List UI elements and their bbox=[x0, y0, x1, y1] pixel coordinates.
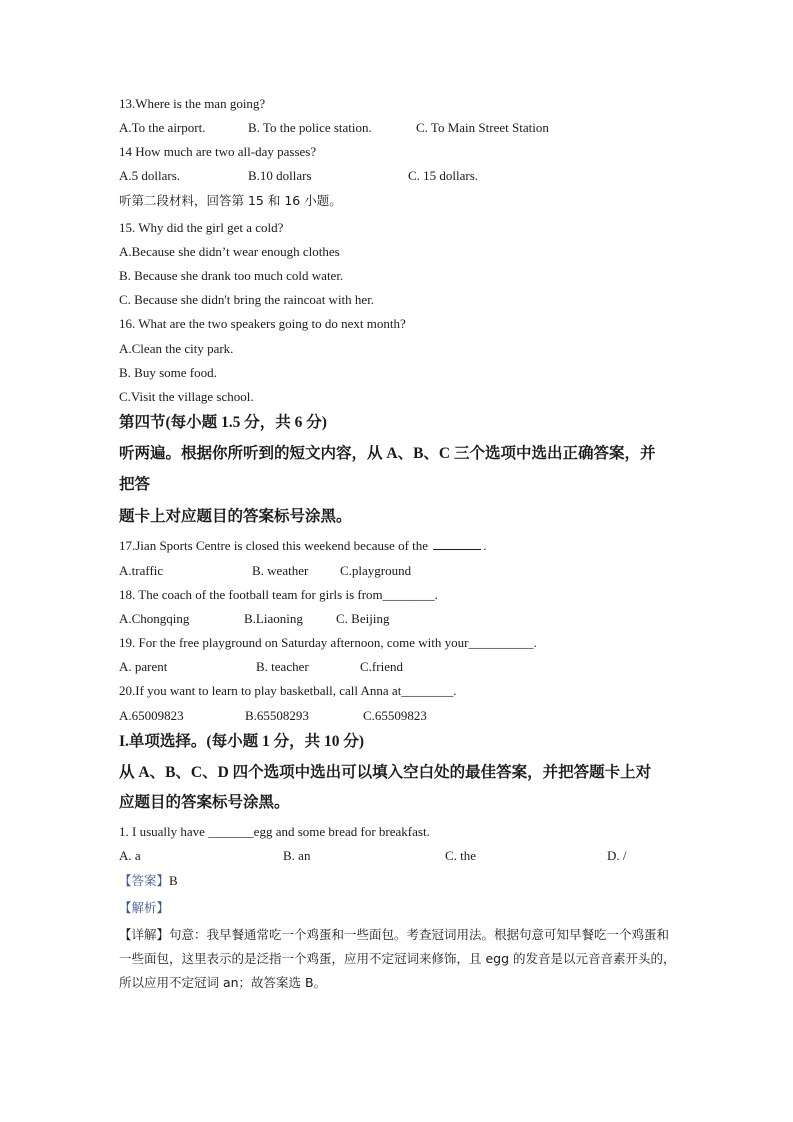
q20-option-a: A.65009823 bbox=[119, 708, 184, 723]
q1-option-b: B. an bbox=[283, 848, 311, 863]
section-2-note: 听第二段材料，回答第 15 和 16 小题。 bbox=[119, 193, 342, 208]
q18-option-a: A.Chongqing bbox=[119, 611, 190, 626]
q20-option-c: C.65509823 bbox=[363, 708, 427, 723]
question-1-stem: 1. I usually have _______egg and some bread for breakfast. bbox=[119, 824, 430, 839]
q1-option-d: D. / bbox=[607, 848, 627, 863]
q16-option-c: C.Visit the village school. bbox=[119, 389, 254, 404]
q16-option-a: A.Clean the city park. bbox=[119, 341, 234, 356]
q17-option-b: B. weather bbox=[252, 563, 309, 578]
q20-option-b: B.65508293 bbox=[245, 708, 309, 723]
part-1-instruction-line-2: 应题目的答案标号涂黑。 bbox=[119, 794, 290, 811]
q15-option-a: A.Because she didn’t wear enough clothes bbox=[119, 244, 340, 259]
q13-option-c: C. To Main Street Station bbox=[416, 120, 549, 135]
q13-option-b: B. To the police station. bbox=[248, 120, 372, 135]
q17-option-a: A.traffic bbox=[119, 563, 164, 578]
q15-option-b: B. Because she drank too much cold water. bbox=[119, 268, 344, 283]
answer-label: 【答案】 bbox=[119, 873, 170, 888]
part-4-instruction-line-3: 题卡上对应题目的答案标号涂黑。 bbox=[119, 508, 352, 525]
answer-value: B bbox=[169, 873, 178, 888]
q19-option-a: A. parent bbox=[119, 659, 168, 674]
q19-option-c: C.friend bbox=[360, 659, 403, 674]
q17-option-c: C.playground bbox=[340, 563, 412, 578]
question-15-stem: 15. Why did the girl get a cold? bbox=[119, 220, 284, 235]
part-1-title: I.单项选择。(每小题 1 分，共 10 分) bbox=[119, 733, 364, 750]
detail-paragraph bbox=[119, 923, 679, 995]
q15-option-c: C. Because she didn't bring the raincoat with her. bbox=[119, 292, 375, 307]
q1-option-a: A. a bbox=[119, 848, 141, 863]
detail-label: 【详解】 bbox=[119, 927, 170, 942]
detail-text: 句意：我早餐通常吃一个鸡蛋和一些面包。考查冠词用法。根据句意可知早餐吃一个鸡蛋和一些面包，这里表示的是泛指一个鸡蛋，应用不定冠词来修饰，且 egg 的发音是以元音音素开头的，所以应用不定冠词 an；故答案选 B。 bbox=[119, 927, 676, 990]
question-20-stem: 20.If you want to learn to play basketball, call Anna at________. bbox=[119, 683, 457, 698]
analysis-label: 【解析】 bbox=[119, 900, 170, 915]
part-4-title: 第四节(每小题 1.5 分，共 6 分) bbox=[119, 414, 327, 431]
question-16-stem: 16. What are the two speakers going to do next month? bbox=[119, 316, 406, 331]
question-14-stem: 14 How much are two all-day passes? bbox=[119, 144, 317, 159]
part-1-instruction-line-1: 从 A、B、C、D 四个选项中选出可以填入空白处的最佳答案，并把答题卡上对 bbox=[119, 764, 652, 781]
question-19-stem: 19. For the free playground on Saturday afternoon, come with your__________. bbox=[119, 635, 537, 650]
question-13-stem: 13.Where is the man going? bbox=[119, 96, 266, 111]
q16-option-b: B. Buy some food. bbox=[119, 365, 217, 380]
q17-stem-end: . bbox=[483, 538, 487, 553]
part-4-instruction-line-2: 把答 bbox=[119, 476, 151, 493]
part-4-instruction-line-1: 听两遍。根据你所听到的短文内容，从 A、B、C 三个选项中选出正确答案，并 bbox=[119, 445, 656, 462]
question-17-stem bbox=[119, 537, 487, 555]
answer-line bbox=[119, 872, 178, 890]
q14-option-c: C. 15 dollars. bbox=[408, 168, 479, 183]
q1-option-c: C. the bbox=[445, 848, 477, 863]
q14-option-a: A.5 dollars. bbox=[119, 168, 181, 183]
q17-stem-text: 17.Jian Sports Centre is closed this weekend because of the bbox=[119, 538, 429, 553]
q18-option-c: C. Beijing bbox=[336, 611, 390, 626]
q14-option-b: B.10 dollars bbox=[248, 168, 312, 183]
q18-option-b: B.Liaoning bbox=[244, 611, 303, 626]
answer-blank bbox=[433, 537, 481, 550]
question-18-stem: 18. The coach of the football team for girls is from________. bbox=[119, 587, 438, 602]
q19-option-b: B. teacher bbox=[256, 659, 309, 674]
q13-option-a: A.To the airport. bbox=[119, 120, 206, 135]
